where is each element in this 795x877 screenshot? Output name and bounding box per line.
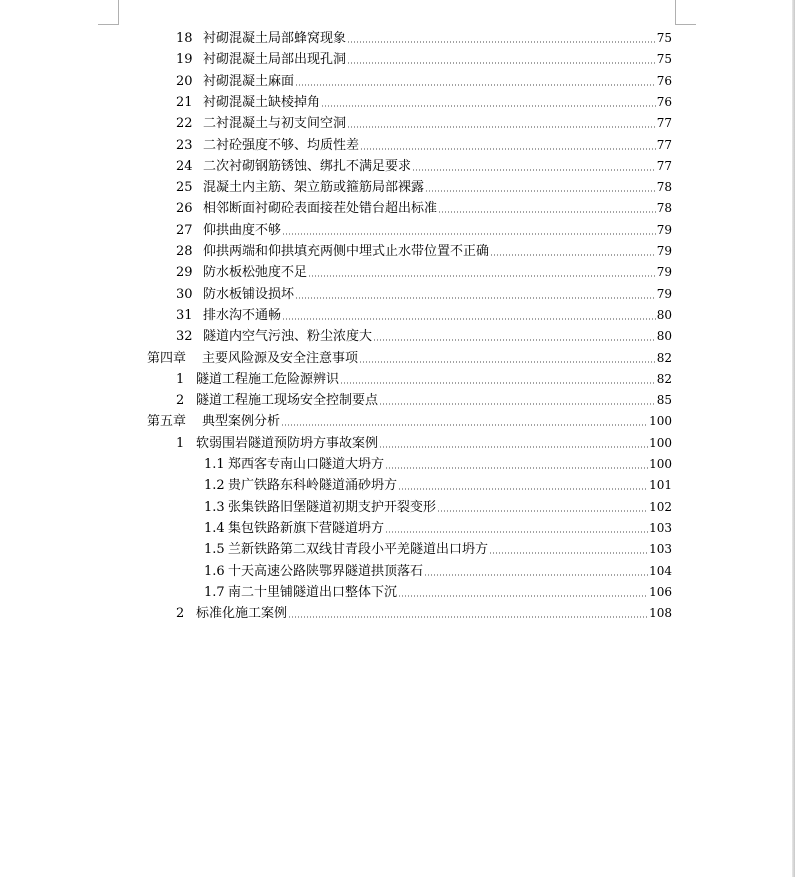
toc-entry-number: 27 [176, 222, 193, 238]
toc-entry[interactable] [147, 346, 672, 367]
toc-entry-page-number: 103 [649, 542, 672, 557]
toc-entry-title: 南二十里铺隧道出口整体下沉 [228, 584, 398, 600]
toc-entry[interactable] [147, 409, 672, 430]
toc-entry-title: 衬砌混凝土麻面 [203, 73, 295, 89]
toc-dot-leader [282, 233, 656, 235]
toc-dot-leader [340, 382, 656, 384]
toc-entry[interactable] [176, 196, 672, 217]
toc-entry-number: 1.6 [204, 563, 225, 579]
toc-entry[interactable] [204, 473, 672, 494]
toc-dot-leader [385, 467, 648, 469]
toc-entry-page-number: 77 [656, 116, 672, 131]
toc-dot-leader [438, 211, 656, 213]
toc-entry[interactable] [176, 154, 672, 175]
toc-dot-leader [321, 105, 656, 107]
toc-entry[interactable] [204, 495, 672, 516]
toc-entry-page-number: 76 [656, 94, 672, 109]
toc-entry-page-number: 77 [656, 158, 672, 173]
toc-entry-number: 1.7 [204, 584, 225, 600]
toc-entry-page-number: 82 [656, 350, 672, 365]
toc-entry-number: 22 [176, 116, 193, 132]
toc-entry-page-number: 108 [649, 606, 672, 621]
toc-entry-title: 衬砌混凝土局部出现孔洞 [203, 52, 347, 68]
toc-entry[interactable] [176, 218, 672, 239]
toc-dot-leader [379, 446, 648, 448]
toc-entry-title: 标准化施工案例 [196, 606, 288, 622]
toc-dot-leader [437, 510, 648, 512]
toc-entry-title: 防水板松弛度不足 [203, 265, 308, 281]
toc-dot-leader [295, 297, 656, 299]
toc-entry[interactable] [176, 260, 672, 281]
toc-entry-title: 混凝土内主筋、架立筋或箍筋局部裸露 [203, 180, 425, 196]
toc-entry-page-number: 78 [656, 201, 672, 216]
toc-entry-title: 集包铁路新旗下营隧道坍方 [228, 520, 385, 536]
toc-entry-number: 21 [176, 94, 193, 110]
toc-entry-page-number: 102 [649, 499, 672, 514]
toc-entry-title: 隧道工程施工危险源辨识 [196, 371, 340, 387]
toc-entry-page-number: 75 [656, 31, 672, 45]
toc-entry-page-number: 82 [656, 371, 672, 386]
toc-entry-title: 二衬混凝土与初支间空洞 [203, 116, 347, 132]
toc-entry-number: 30 [176, 286, 193, 302]
toc-entry-number: 29 [176, 265, 193, 281]
toc-entry[interactable] [176, 324, 672, 345]
toc-entry-number: 25 [176, 180, 193, 196]
toc-entry-number: 18 [176, 31, 193, 46]
toc-entry-title: 二衬砼强度不够、均质性差 [203, 137, 360, 153]
toc-entry-page-number: 79 [656, 286, 672, 301]
toc-entry-number: 26 [176, 201, 193, 217]
toc-entry-page-number: 100 [649, 435, 672, 450]
toc-entry[interactable] [176, 133, 672, 154]
toc-entry-title: 软弱围岩隧道预防坍方事故案例 [196, 435, 379, 451]
toc-entry-title: 防水板铺设损坏 [203, 286, 295, 302]
toc-entry-page-number: 100 [649, 457, 672, 471]
toc-entry-page-number: 80 [656, 307, 672, 322]
toc-entry-title: 贵广铁路东科岭隧道涌砂坍方 [228, 478, 398, 494]
toc-dot-leader [398, 488, 648, 490]
toc-entry-number: 1 [176, 371, 185, 387]
toc-entry-page-number: 104 [649, 563, 672, 578]
toc-entry-title: 隧道工程施工现场安全控制要点 [196, 393, 379, 409]
toc-entry-number: 1.5 [204, 542, 225, 558]
toc-entry-title: 主要风险源及安全注意事项 [202, 350, 359, 366]
toc-dot-leader [288, 616, 648, 618]
toc-entry[interactable] [204, 559, 672, 580]
toc-entry-number: 32 [176, 329, 193, 345]
toc-entry[interactable] [176, 111, 672, 132]
toc-entry-title: 张集铁路旧堡隧道初期支护开裂变形 [228, 499, 437, 515]
margin-corner-mark-left [98, 0, 119, 25]
toc-entry[interactable] [176, 282, 672, 303]
toc-entry-page-number: 79 [656, 244, 672, 258]
toc-dot-leader [359, 361, 656, 363]
toc-entry[interactable] [204, 516, 672, 537]
toc-dot-leader [489, 552, 648, 554]
toc-entry-number: 23 [176, 137, 193, 153]
toc-dot-leader [490, 254, 656, 256]
toc-entry-title: 典型案例分析 [202, 414, 281, 430]
toc-entry[interactable] [176, 26, 672, 47]
toc-entry[interactable] [176, 388, 672, 409]
toc-dot-leader [412, 169, 656, 171]
toc-entry-page-number: 77 [656, 137, 672, 152]
toc-entry-number: 2 [176, 393, 185, 409]
toc-entry-page-number: 79 [656, 222, 672, 237]
toc-dot-leader [347, 126, 656, 128]
toc-entry-number: 1.4 [204, 520, 225, 536]
toc-entry-title: 二次衬砌钢筋锈蚀、绑扎不满足要求 [203, 158, 412, 174]
toc-entry[interactable] [176, 303, 672, 324]
toc-dot-leader [282, 318, 656, 320]
toc-entry[interactable] [176, 601, 672, 622]
toc-entry[interactable] [204, 452, 672, 473]
toc-entry-title: 仰拱两端和仰拱填充两侧中埋式止水带位置不正确 [203, 244, 490, 259]
toc-entry-title: 排水沟不通畅 [203, 307, 282, 323]
toc-dot-leader [347, 41, 656, 43]
toc-entry-page-number: 101 [649, 478, 672, 493]
toc-entry-title: 相邻断面衬砌砼表面接茬处错台超出标准 [203, 201, 438, 217]
toc-entry[interactable] [204, 537, 672, 558]
toc-dot-leader [308, 275, 656, 277]
toc-entry-number: 24 [176, 158, 193, 174]
toc-entry-number: 31 [176, 307, 193, 323]
toc-entry-title: 十天高速公路陕鄂界隧道拱顶落石 [228, 563, 424, 579]
toc-entry-page-number: 78 [656, 180, 672, 195]
toc-dot-leader [379, 403, 656, 405]
toc-entry-title: 郑西客专南山口隧道大坍方 [228, 457, 385, 472]
toc-entry-number: 28 [176, 244, 193, 259]
toc-entry-title: 兰新铁路第二双线甘青段小平羌隧道出口坍方 [228, 542, 489, 558]
toc-entry[interactable] [176, 90, 672, 111]
toc-entry[interactable] [176, 69, 672, 90]
toc-entry-page-number: 85 [656, 393, 672, 408]
toc-entry[interactable] [176, 431, 672, 452]
toc-entry-number: 2 [176, 606, 185, 622]
toc-dot-leader [347, 62, 656, 64]
toc-entry-page-number: 76 [656, 73, 672, 88]
toc-entry-number: 1.3 [204, 499, 225, 515]
toc-entry-number: 19 [176, 52, 193, 68]
toc-entry[interactable] [176, 47, 672, 68]
toc-dot-leader [360, 148, 656, 150]
toc-entry-title: 衬砌混凝土缺棱掉角 [203, 94, 321, 110]
toc-entry[interactable] [176, 175, 672, 196]
toc-dot-leader [295, 84, 656, 86]
toc-dot-leader [398, 595, 648, 597]
toc-entry-title: 衬砌混凝土局部蜂窝现象 [203, 31, 347, 46]
toc-entry-number: 1.2 [204, 478, 225, 494]
toc-entry-page-number: 75 [656, 52, 672, 67]
toc-entry-title: 仰拱曲度不够 [203, 222, 282, 238]
toc-dot-leader [373, 339, 656, 341]
toc-entry-title: 隧道内空气污浊、粉尘浓度大 [203, 329, 373, 345]
toc-entry-number: 1.1 [204, 457, 225, 472]
toc-entry-number: 1 [176, 435, 185, 451]
toc-entry-number: 20 [176, 73, 193, 89]
toc-entry[interactable] [176, 239, 672, 260]
toc-dot-leader [281, 424, 648, 426]
toc-entry-page-number: 79 [656, 265, 672, 280]
toc-entry-page-number: 100 [649, 414, 672, 429]
toc-entry-number: 第四章 [147, 350, 187, 366]
toc-dot-leader [424, 574, 648, 576]
margin-corner-mark-right [675, 0, 696, 25]
toc-entry-page-number: 106 [649, 584, 672, 599]
toc-dot-leader [385, 531, 648, 533]
toc-entry[interactable] [176, 367, 672, 388]
toc-entry-number: 第五章 [147, 414, 187, 430]
toc-entry-page-number: 103 [649, 520, 672, 535]
toc-entry[interactable] [204, 580, 672, 601]
toc-dot-leader [425, 190, 656, 192]
toc-entry-page-number: 80 [656, 329, 672, 344]
